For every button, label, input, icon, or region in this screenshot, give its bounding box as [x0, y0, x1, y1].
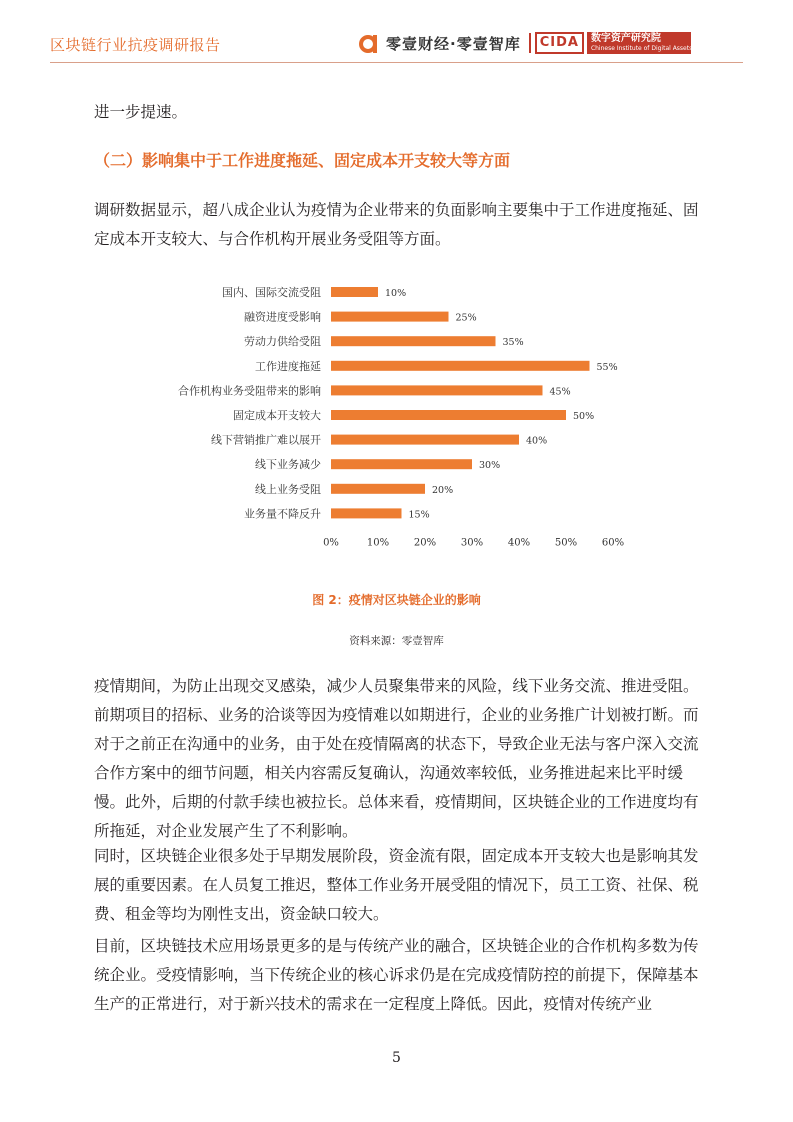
category-label: 线下营销推广难以展开 — [211, 433, 321, 447]
data-label: 35% — [502, 337, 524, 349]
header-title: 区块链行业抗疫调研报告 — [50, 36, 221, 54]
x-tick-label: 40% — [507, 537, 531, 549]
bar — [331, 336, 496, 346]
bar — [331, 361, 590, 371]
logo-text: 零壹财经·零壹智库 — [386, 34, 521, 53]
data-label: 50% — [573, 411, 595, 422]
x-tick-label: 60% — [601, 537, 625, 549]
intro-paragraph: 调研数据显示，超八成企业认为疫情为企业带来的负面影响主要集中于工作进度拖延、固定成本开支较大、与合作机构开展业务受阻等方面。 — [94, 201, 699, 248]
body-paragraph-1: 疫情期间，为防止出现交叉感染，减少人员聚集带来的风险，线下业务交流、推进受阻。前期项目的招标、业务的洽谈等因为疫情难以如期进行，企业的业务推广计划被打断。而对于之前正在沟通中的业务，由于处在疫情隔离的状态下，导致企业无法与客户深入交流合作方案中的细节问题，相关内容需反复确认，沟通效率较低，业务推进起来比平时缓慢。此外，后期的付款手续也被拉长。总体来看，疫情期间，区块链企业的工作进度均有所拖延，对企业发展产生了不利影响。 — [94, 677, 699, 840]
data-label: 10% — [385, 288, 407, 299]
data-label: 45% — [549, 386, 571, 398]
x-tick-label: 0% — [323, 537, 339, 549]
bar — [331, 385, 543, 395]
category-label: 线上业务受阻 — [255, 482, 321, 496]
category-label: 合作机构业务受阻带来的影响 — [178, 384, 321, 398]
data-label: 15% — [408, 509, 430, 521]
data-label: 30% — [479, 460, 501, 472]
bar — [331, 435, 519, 445]
section-heading: （二）影响集中于工作进度拖延、固定成本开支较大等方面 — [94, 151, 511, 170]
bar — [331, 410, 566, 420]
figure-source: 资料来源：零壹智库 — [349, 635, 444, 647]
page-number: 5 — [392, 1050, 401, 1066]
intro-line: 进一步提速。 — [94, 103, 188, 121]
category-label: 工作进度拖延 — [255, 359, 321, 373]
body-paragraph-3: 目前，区块链技术应用场景更多的是与传统产业的融合，区块链企业的合作机构多数为传统企业。受疫情影响，当下传统企业的核心诉求仍是在完成疫情防控的前提下，保障基本生产的正常进行，对于新兴技术的需求在一定程度上降低。因此，疫情对传统产业 — [94, 937, 699, 1013]
body-paragraph-2: 同时，区块链企业很多处于早期发展阶段，资金流有限，固定成本开支较大也是影响其发展的重要因素。在人员复工推迟，整体工作业务开展受阻的情况下，员工工资、社保、税费、租金等均为刚性支出，资金缺口较大。 — [94, 847, 699, 923]
category-label: 线下业务减少 — [255, 458, 321, 472]
category-label: 国内、国际交流受阻 — [222, 286, 321, 299]
data-label: 20% — [432, 484, 454, 496]
category-label: 固定成本开支较大 — [233, 409, 321, 422]
bar — [331, 287, 378, 297]
bar — [331, 312, 449, 322]
bar — [331, 508, 402, 518]
cida-cn-name: 数字资产研究院 — [590, 33, 661, 44]
figure-caption: 图 2：疫情对区块链企业的影响 — [312, 593, 481, 607]
data-label: 55% — [596, 361, 618, 373]
data-label: 40% — [526, 435, 548, 447]
x-tick-label: 50% — [554, 537, 578, 549]
category-label: 融资进度受影响 — [244, 310, 321, 324]
category-label: 劳动力供给受阻 — [244, 335, 321, 349]
cida-en-name: Chinese Institute of Digital Assets — [590, 45, 693, 52]
x-tick-label: 10% — [366, 537, 390, 549]
x-tick-label: 20% — [413, 537, 437, 549]
bar — [331, 459, 472, 469]
category-label: 业务量不降反升 — [244, 507, 321, 521]
data-label: 25% — [455, 312, 477, 324]
x-tick-label: 30% — [460, 537, 484, 549]
bar — [331, 484, 425, 494]
cida-logo: CIDA — [535, 32, 584, 54]
